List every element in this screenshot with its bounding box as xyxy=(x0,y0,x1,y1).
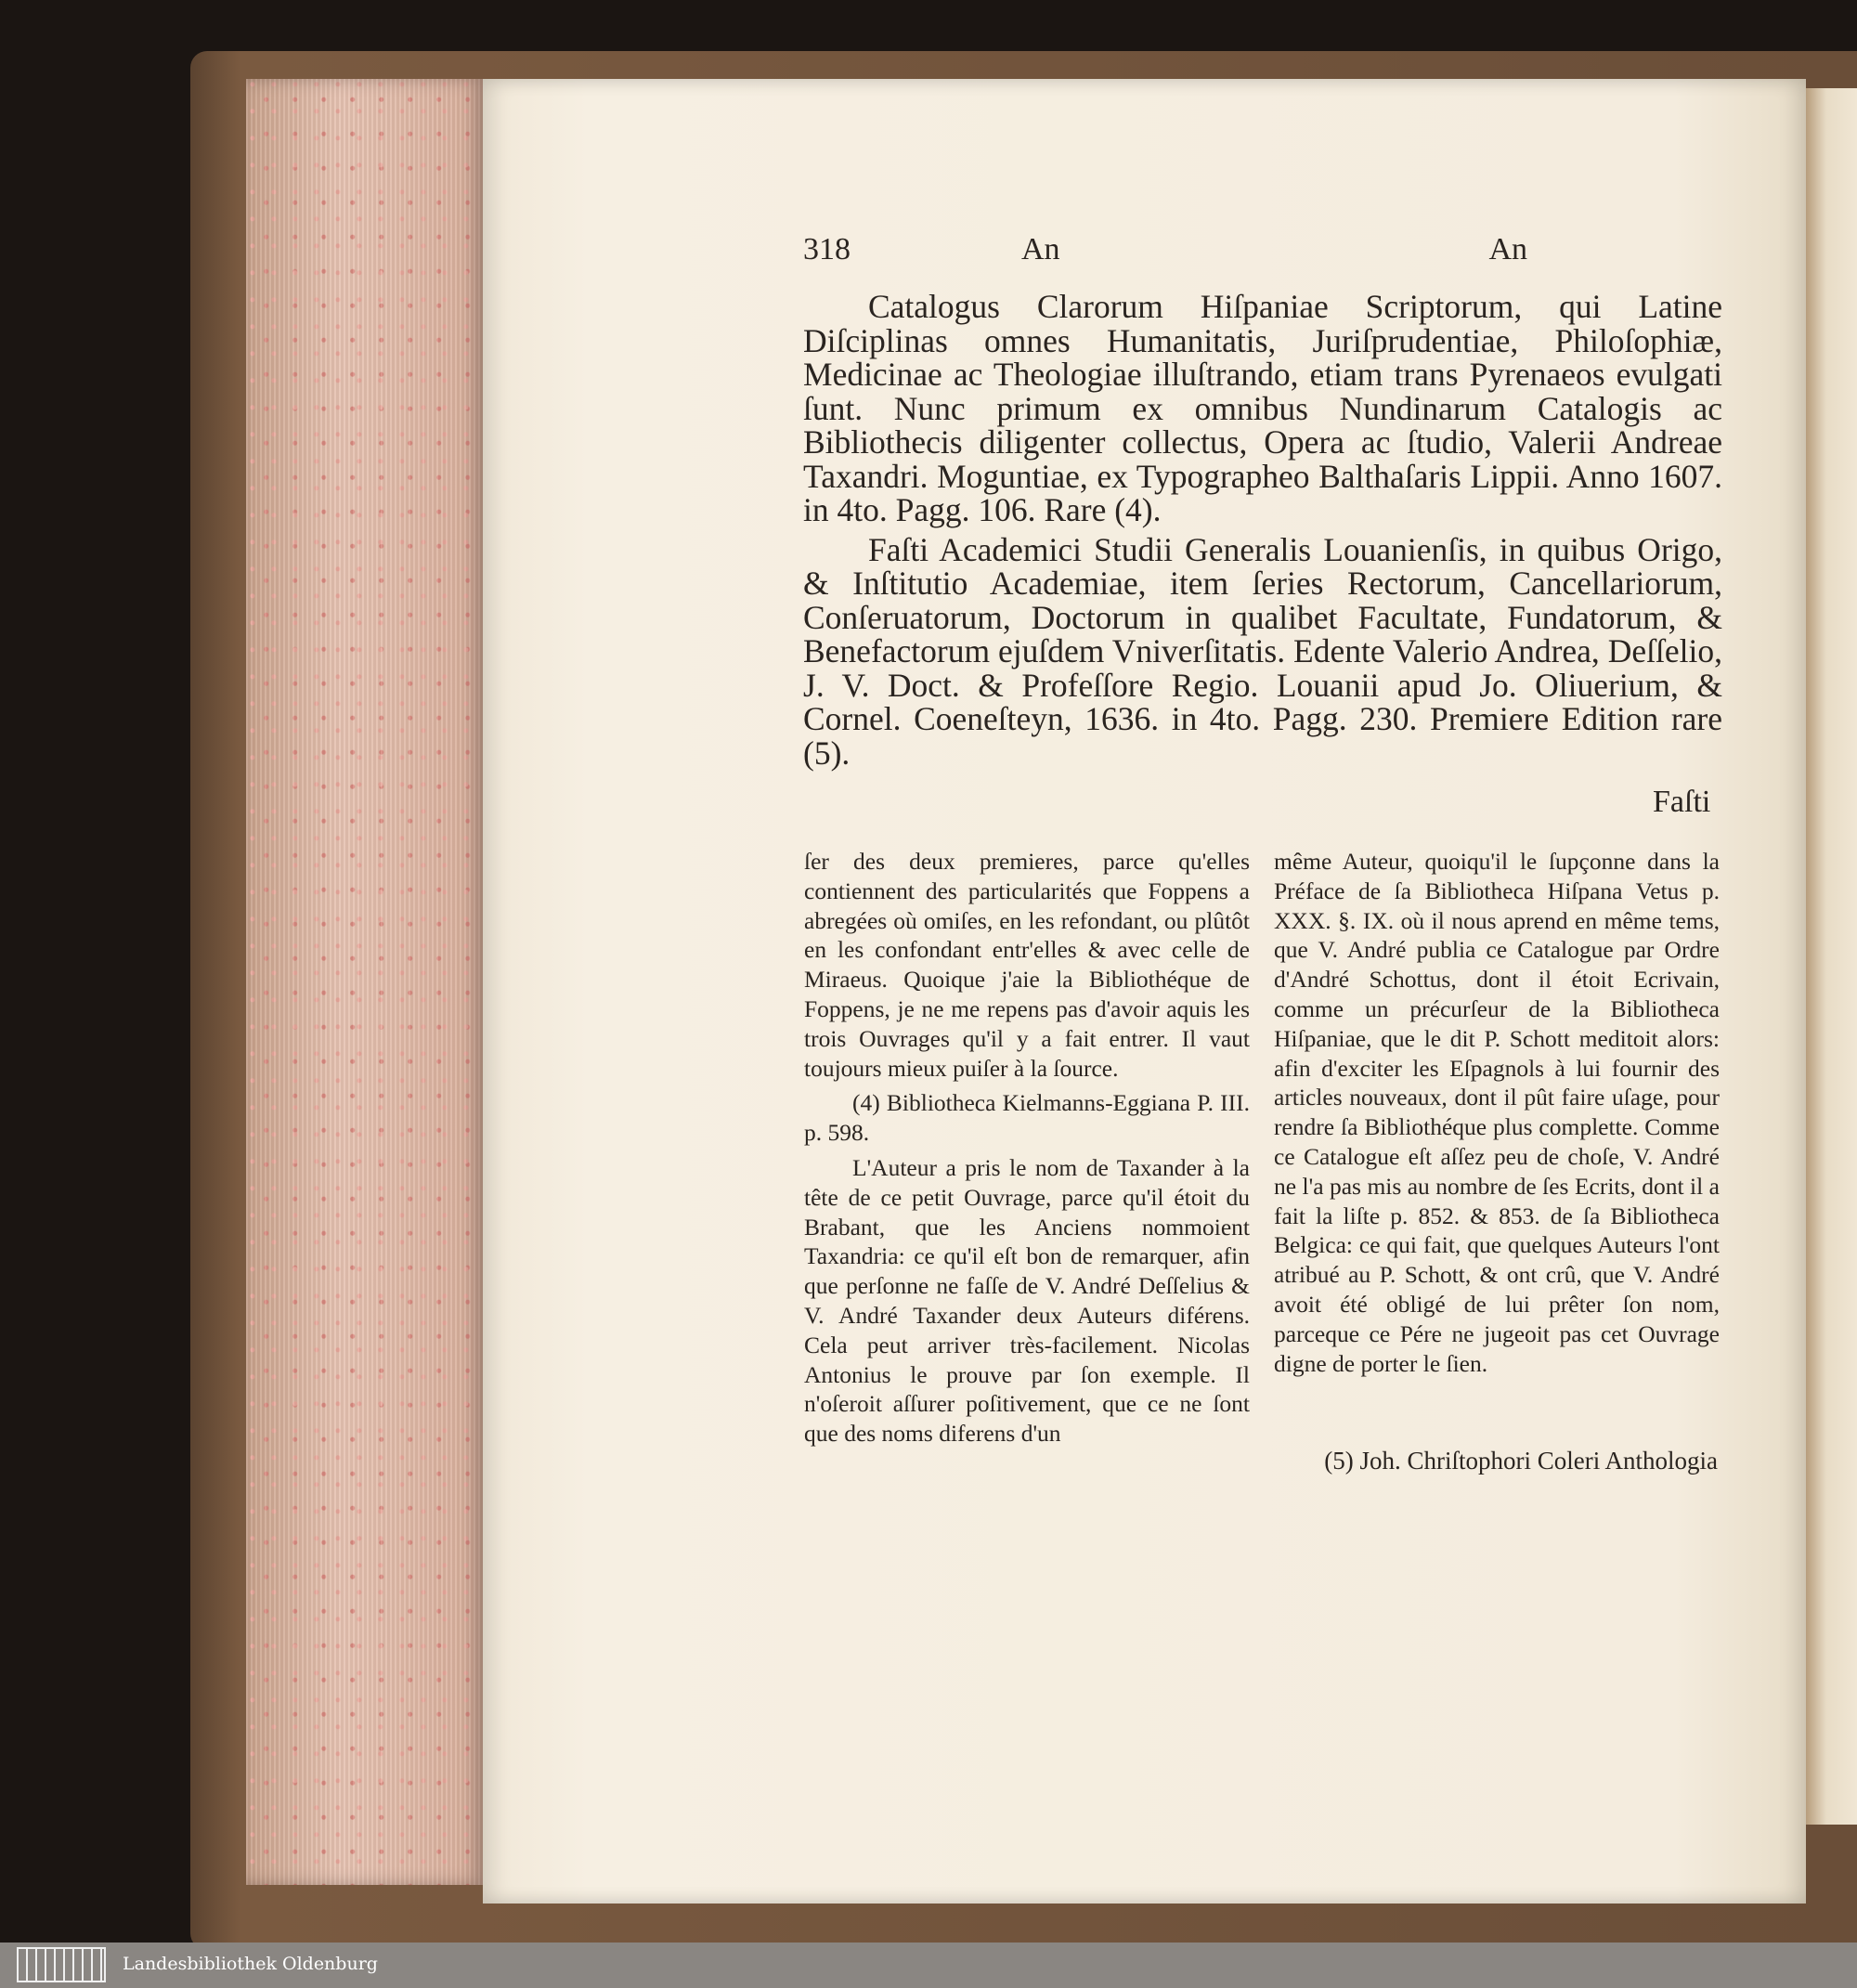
page-number: 318 xyxy=(803,232,851,266)
note-paragraph: (4) Bibliotheca Kielmanns-Eggiana P. III. p. 598. xyxy=(804,1089,1250,1147)
catchword: Faſti xyxy=(1653,785,1711,819)
note-paragraph: L'Auteur a pris le nom de Taxander à la tête de ce petit Ouvrage, parce qu'il étoit du Brabant, que les Anciens nommoient Taxandria: ce qu'il eſt bon de remarquer, afin que perſonne ne faſſe de V. André Deſſelius & V. André Taxander deux Auteurs diférens. Cela peut arriver très-facilement. Nicolas Antonius le prouve par ſon exemple. Il n'oſeroit aſſurer poſitivement, que ce ne ſont que des noms diferens d'un xyxy=(804,1153,1250,1448)
library-building-icon xyxy=(17,1947,106,1982)
notes-right-column xyxy=(1274,847,1720,1384)
main-entries xyxy=(803,290,1722,775)
facing-page-edge xyxy=(1806,88,1857,1825)
running-header xyxy=(803,232,1527,269)
header-catchword-right: An xyxy=(1488,232,1527,266)
entry-catalogus: Catalogus Clarorum Hiſpaniae Scriptorum, qui Latine Diſciplinas omnes Humanitatis, Juriſprudentiae, Philoſophiæ, Medicinae ac Theologiae illuſtrando, etiam trans Pyrenaeos evulgati ſunt. Nunc primum ex omnibus Nundinarum Catalogis ac Bibliothecis diligenter collectus, Opera ac ſtudio, Valerii Andreae Taxandri. Moguntiae, ex Typographeo Balthaſaris Lippii. Anno 1607. in 4to. Pagg. 106. Rare (4). xyxy=(803,288,1722,528)
note-paragraph: ſer des deux premieres, parce qu'elles contiennent des particularités que Foppens a abregées où omiſes, en les refondant, ou plûtôt en les confondant entr'elles & avec celle de Miraeus. Quoique j'aie la Bibliothéque de Foppens, je ne me repens pas d'avoir aquis les trois Ouvrages qu'il y a fait entrer. Il vaut toujours mieux puiſer à la ſource. xyxy=(804,848,1250,1082)
header-catchword-left: An xyxy=(1021,232,1060,266)
note-paragraph: même Auteur, quoiqu'il le ſupçonne dans la Préface de ſa Bibliotheca Hiſpana Vetus p. XXX. §. IX. où il nous aprend en même tems, que V. André publia ce Catalogue par Ordre d'André Schottus, dont il étoit Ecrivain, comme un précurſeur de la Bibliotheca Hiſpaniae, que le dit P. Schott meditoit alors: afin d'exciter les Eſpagnols à lui fournir des articles nouveaux, dont il pût faire uſage, pour rendre ſa Bibliothéque plus complette. Comme ce Catalogue eſt aſſez peu de choſe, V. André ne l'a pas mis au nombre de ſes Ecrits, dont il a fait la liſte p. 852. & 853. de ſa Bibliotheca Belgica: ce qui fait, que quelques Auteurs l'ont atribué au P. Schott, & ont crû, que V. André avoit été obligé de lui prêter ſon nom, parceque ce Pére ne jugeoit pas cet Ouvrage digne de porter le ſien. xyxy=(1274,848,1720,1377)
library-name: Landesbibliothek Oldenburg xyxy=(123,1954,378,1974)
note-footer-line: (5) Joh. Chriſtophori Coleri Anthologia xyxy=(1324,1447,1718,1475)
page-block-edge xyxy=(246,79,483,1885)
entry-fasti: Faſti Academici Studii Generalis Louanienſis, in quibus Origo, & Inſtitutio Academiae, item ſeries Rectorum, Cancellariorum, Conſeruatorum, Doctorum in qualibet Facultate, Fundatorum, & Benefactorum ejuſdem Vniverſitatis. Edente Valerio Andrea, Deſſelio, J. V. Doct. & Profeſſore Regio. Louanii apud Jo. Oliuerium, & Cornel. Coeneſteyn, 1636. in 4to. Pagg. 230. Premiere Edition rare (5). xyxy=(803,530,1722,772)
footer-bar xyxy=(0,1943,1857,1988)
notes-left-column xyxy=(804,847,1250,1454)
